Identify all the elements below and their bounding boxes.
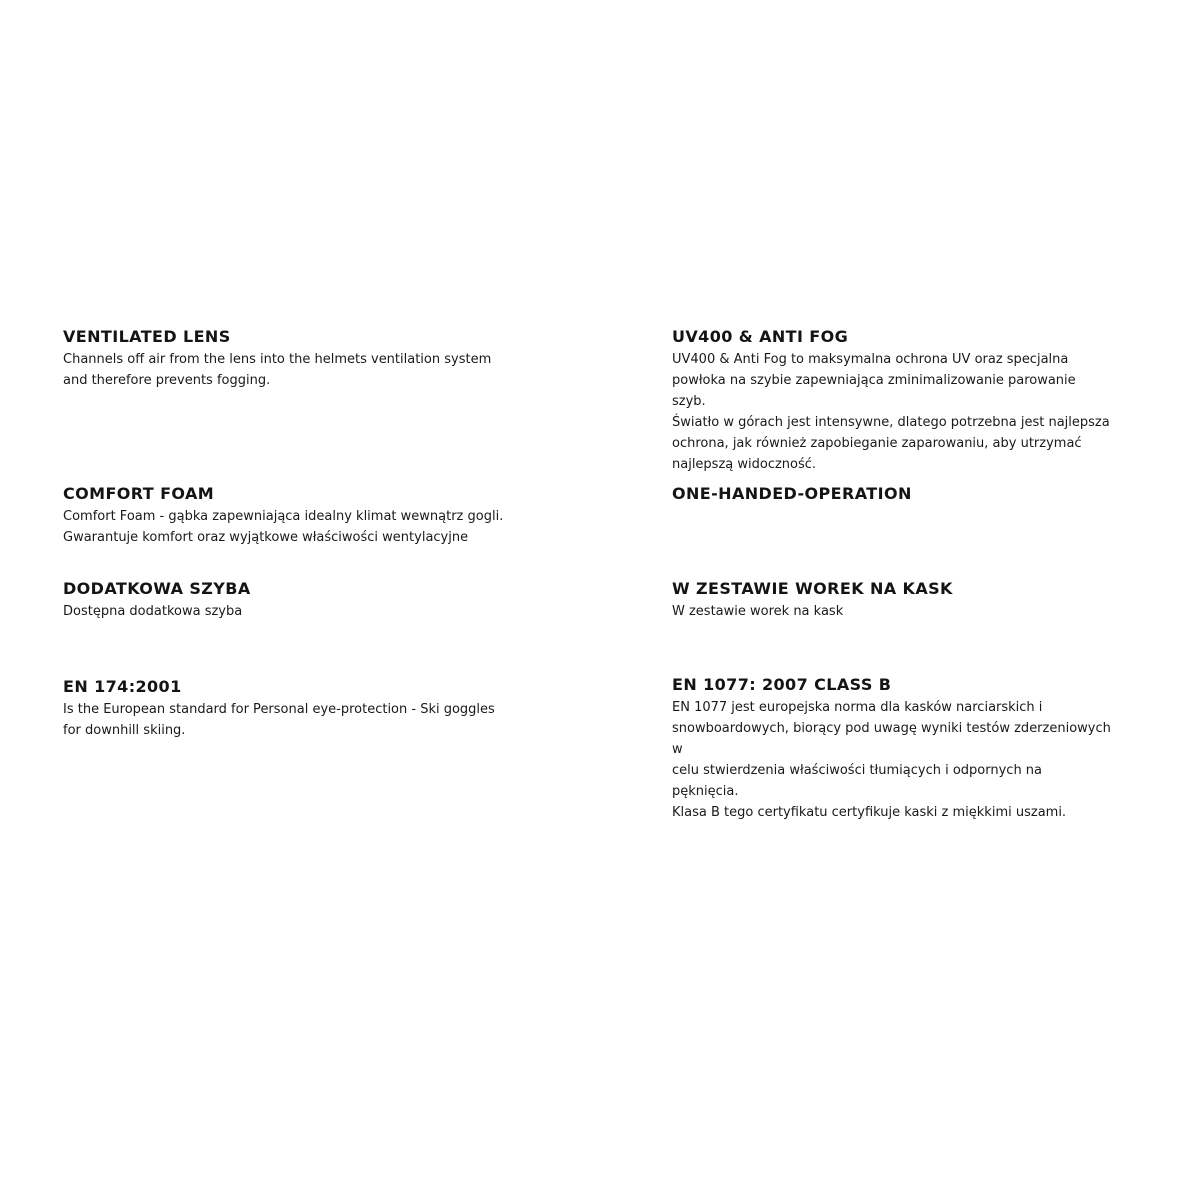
description-line: UV400 & Anti Fog to maksymalna ochrona UV oraz specjalna [672,352,1069,367]
feature-comfort-foam [63,484,513,548]
description-line: W zestawie worek na kask [672,604,844,619]
description-line: powłoka na szybie zapewniająca zminimalizowanie parowanie szyb. [672,373,1076,409]
feature-en-174-2001 [63,677,513,741]
feature-title: EN 1077: 2007 CLASS B [672,675,892,694]
description-line: Gwarantuje komfort oraz wyjątkowe właściwości wentylacyjne [63,530,469,545]
feature-description [672,349,1112,475]
feature-title: ONE-HANDED-OPERATION [672,484,912,503]
feature-ventilated-lens [63,327,513,391]
description-line: snowboardowych, biorący pod uwagę wyniki testów zderzeniowych w [672,721,1111,757]
feature-title: EN 174:2001 [63,677,182,696]
description-line: Klasa B tego certyfikatu certyfikuje kaski z miękkimi uszami. [672,805,1067,820]
feature-description [63,699,513,741]
feature-description [672,697,1112,823]
feature-description [672,601,1112,622]
feature-title: COMFORT FOAM [63,484,215,503]
feature-title: W ZESTAWIE WOREK NA KASK [672,579,953,598]
feature-worek-na-kask [672,579,1112,622]
description-line: Is the European standard for Personal eye-protection - Ski goggles [63,702,495,717]
description-line: for downhill skiing. [63,723,186,738]
description-line: Światło w górach jest intensywne, dlatego potrzebna jest najlepsza [672,415,1110,430]
feature-en-1077-2007-class-b [672,675,1112,823]
feature-description [63,506,513,548]
feature-description [63,349,513,391]
feature-description [63,601,513,622]
feature-one-handed-operation [672,484,1112,504]
description-line: Comfort Foam - gąbka zapewniająca idealny klimat wewnątrz gogli. [63,509,504,524]
description-line: and therefore prevents fogging. [63,373,271,388]
feature-title: UV400 & ANTI FOG [672,327,849,346]
description-line: EN 1077 jest europejska norma dla kasków narciarskich i [672,700,1043,715]
description-line: najlepszą widoczność. [672,457,817,472]
feature-title: DODATKOWA SZYBA [63,579,251,598]
feature-dodatkowa-szyba [63,579,513,622]
description-line: Dostępna dodatkowa szyba [63,604,243,619]
description-line: celu stwierdzenia właściwości tłumiących i odpornych na pęknięcia. [672,763,1043,799]
description-line: ochrona, jak również zapobieganie zaparowaniu, aby utrzymać [672,436,1082,451]
feature-uv400-anti-fog [672,327,1112,475]
description-line: Channels off air from the lens into the helmets ventilation system [63,352,492,367]
feature-title: VENTILATED LENS [63,327,231,346]
